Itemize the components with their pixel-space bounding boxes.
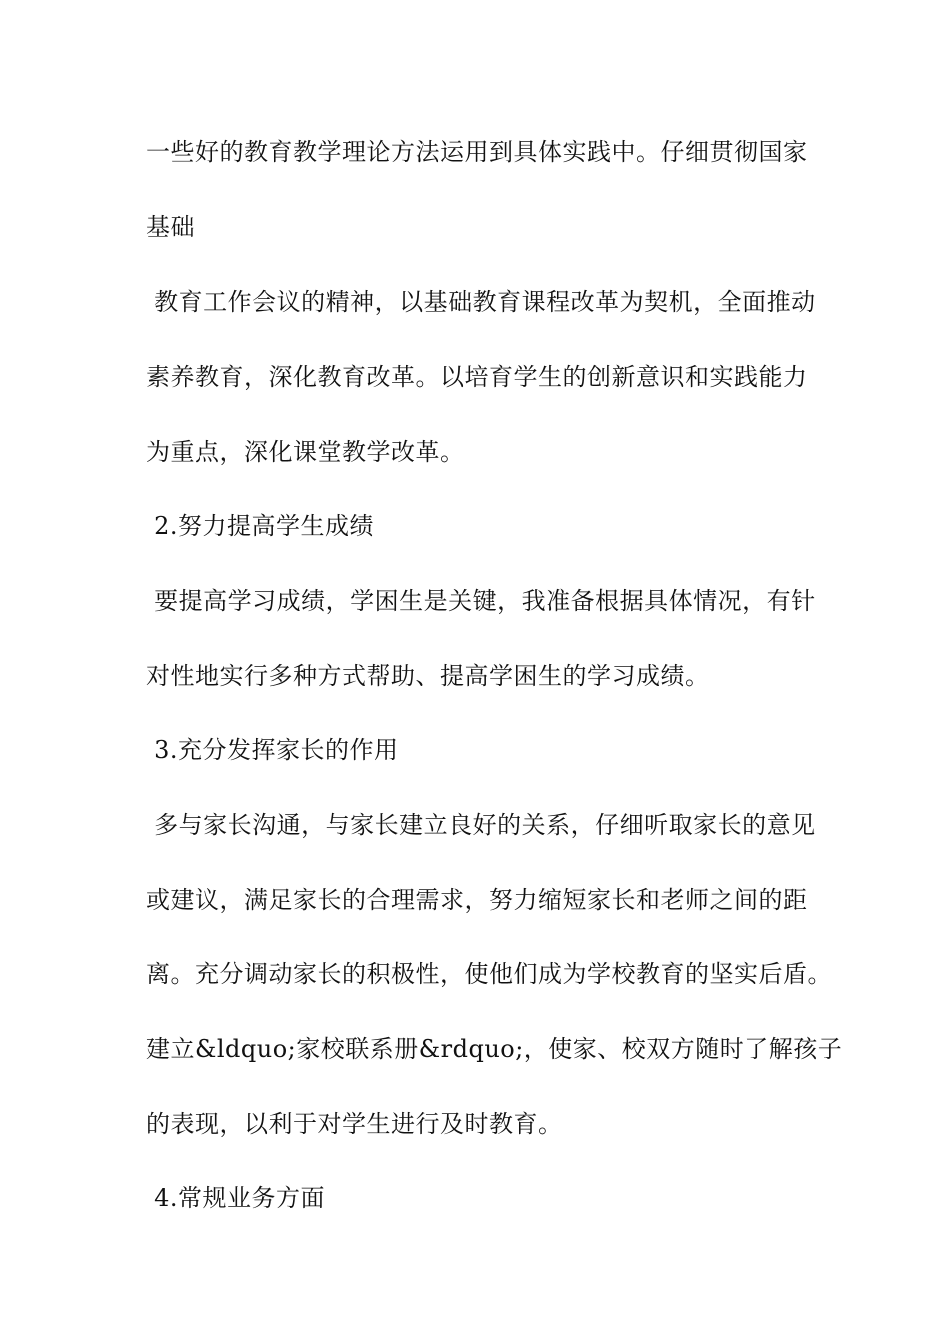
- text-line: 基础: [146, 213, 195, 241]
- text-line: 的表现，以利于对学生进行及时教育。: [146, 1110, 563, 1138]
- text-line: 或建议，满足家长的合理需求，努力缩短家长和老师之间的距: [146, 886, 808, 914]
- text-line: 建立&ldquo;家校联系册&rdquo;，使家、校双方随时了解孩子: [146, 1035, 843, 1063]
- text-line: 一些好的教育教学理论方法运用到具体实践中。仔细贯彻国家: [146, 138, 808, 166]
- text-line: 素养教育，深化教育改革。以培育学生的创新意识和实践能力: [146, 363, 808, 391]
- text-line: 要提高学习成绩，学困生是关键，我准备根据具体情况，有针: [146, 587, 816, 615]
- section-heading: 4.常规业务方面: [146, 1184, 326, 1212]
- text-line: 教育工作会议的精神，以基础教育课程改革为契机，全面推动: [146, 288, 816, 316]
- text-line: 多与家长沟通，与家长建立良好的关系，仔细听取家长的意见: [146, 811, 816, 839]
- section-heading: 2.努力提高学生成绩: [146, 512, 375, 540]
- section-heading: 3.充分发挥家长的作用: [146, 736, 399, 764]
- text-line: 对性地实行多种方式帮助、提高学困生的学习成绩。: [146, 662, 710, 690]
- text-line: 离。充分调动家长的积极性，使他们成为学校教育的坚实后盾。: [146, 960, 832, 988]
- text-line: 为重点，深化课堂教学改革。: [146, 438, 465, 466]
